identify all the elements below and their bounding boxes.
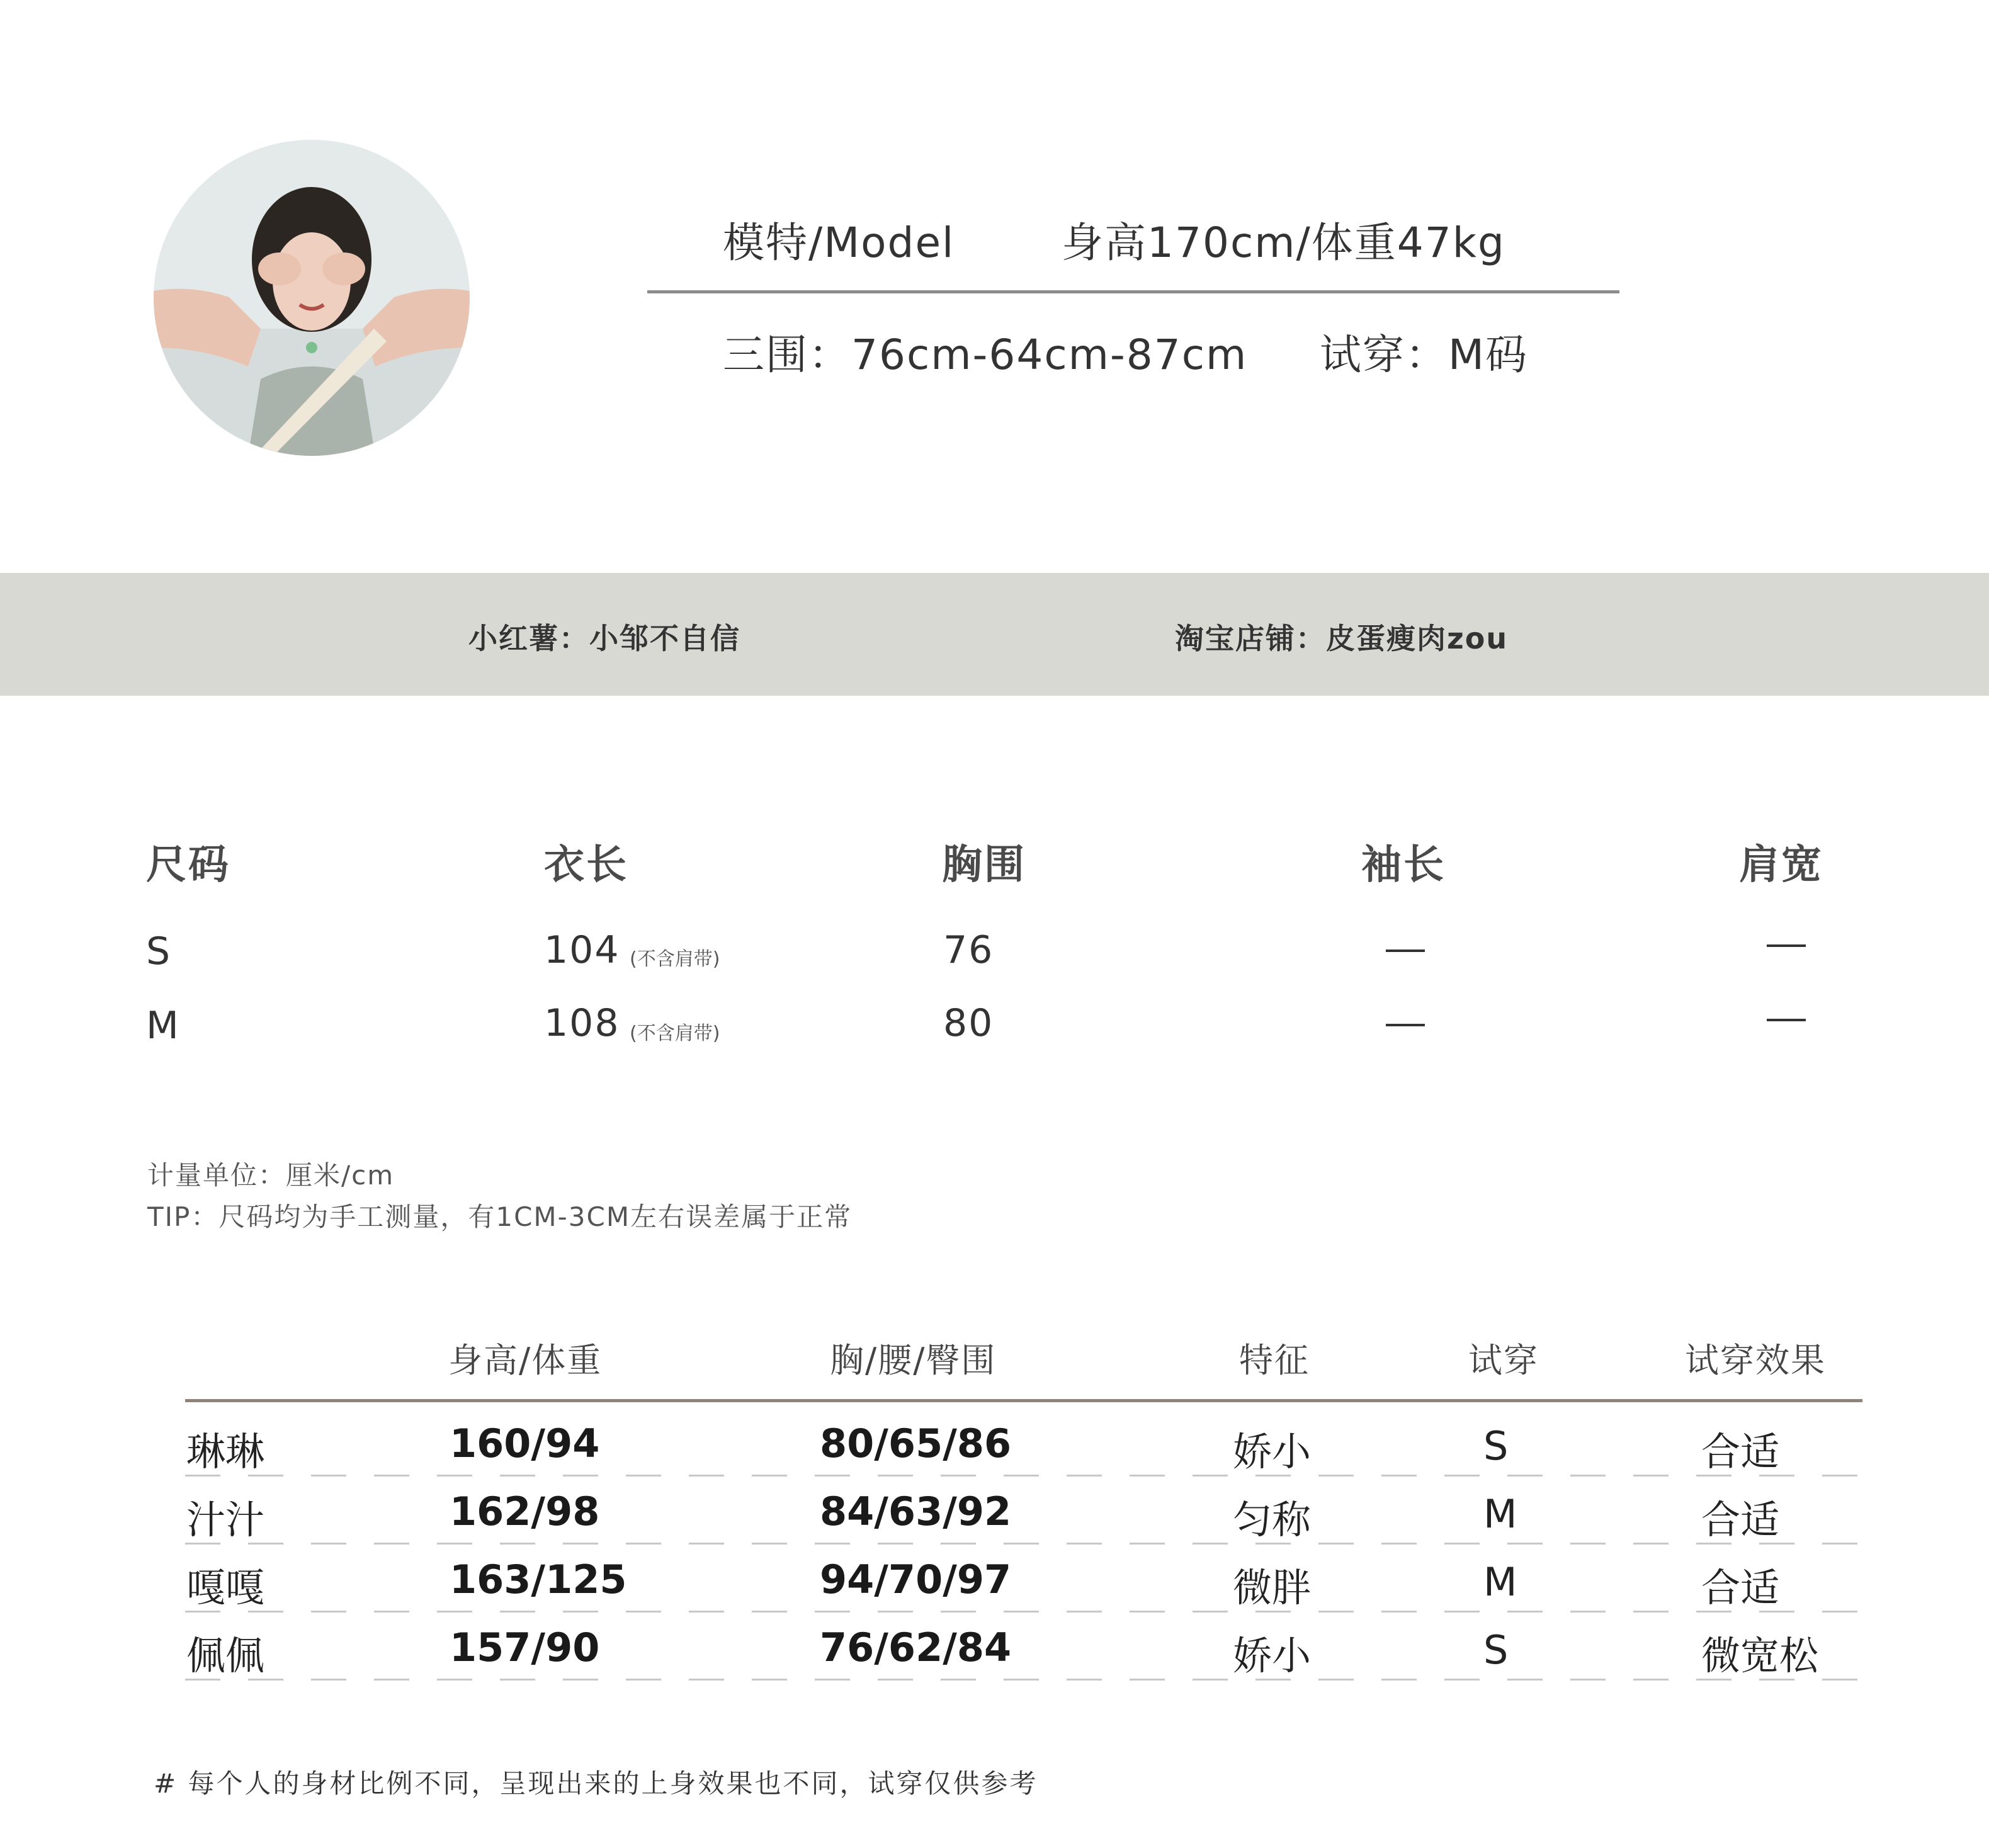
tip-note: TIP：尺码均为手工测量，有1CM-3CM左右误差属于正常	[147, 1201, 853, 1232]
model-label: 模特/Model	[723, 218, 955, 267]
xiaohongshu-account: 小红薯：小邹不自信	[468, 621, 740, 655]
size-chart-shoulder-empty	[1767, 944, 1806, 947]
tryon-name: 嘎嘎	[186, 1565, 265, 1611]
model-avatar	[154, 140, 470, 456]
unit-note: 计量单位：厘米/cm	[147, 1160, 395, 1191]
tryon-row-divider	[185, 1679, 1862, 1681]
tryon-name: 琳琳	[186, 1429, 265, 1475]
size-chart-size: M	[146, 1004, 180, 1048]
model-divider	[647, 290, 1619, 293]
length-header: 衣长	[544, 842, 628, 888]
model-measurements: 三围：76cm-64cm-87cm	[723, 331, 1248, 379]
tryon-height-weight: 160/94	[450, 1420, 600, 1466]
size-chart-sleeve-empty	[1386, 1024, 1425, 1026]
tryon-effect: 合适	[1701, 1429, 1780, 1475]
tryon-feature: 娇小	[1233, 1633, 1312, 1679]
tryon-measurements: 84/63/92	[820, 1488, 1012, 1534]
tryon-size: S	[1483, 1423, 1509, 1469]
size-chart-sleeve-empty	[1386, 950, 1425, 952]
size-chart-bust: 80	[943, 1001, 994, 1045]
tryon-size: S	[1483, 1627, 1509, 1673]
size-chart-length: 104	[544, 928, 620, 972]
tryon-feature: 匀称	[1233, 1497, 1312, 1543]
tryon-measurements: 80/65/86	[820, 1420, 1012, 1466]
tryon-header-effect: 试穿效果	[1685, 1341, 1826, 1380]
model-photo	[154, 140, 470, 456]
tryon-size: M	[1483, 1559, 1517, 1605]
size-chart-length: 108	[544, 1001, 620, 1045]
model-tried-size: 试穿：M码	[1320, 331, 1528, 379]
size-chart-bust: 76	[943, 928, 994, 972]
bust-header: 胸围	[942, 842, 1026, 888]
tryon-row-divider	[185, 1611, 1862, 1613]
sleeve-header: 袖长	[1361, 842, 1446, 888]
tryon-height-weight: 163/125	[450, 1556, 627, 1602]
tryon-name: 佩佩	[186, 1633, 265, 1679]
shoulder-header: 肩宽	[1739, 842, 1823, 888]
tryon-effect: 微宽松	[1701, 1633, 1819, 1679]
tryon-row-divider	[185, 1543, 1862, 1545]
tryon-header-size: 试穿	[1468, 1341, 1539, 1380]
tryon-feature: 微胖	[1233, 1565, 1312, 1611]
size-header: 尺码	[146, 842, 230, 888]
social-band	[0, 573, 1989, 696]
tryon-row-divider	[185, 1475, 1862, 1477]
tryon-height-weight: 162/98	[450, 1488, 600, 1534]
tryon-effect: 合适	[1701, 1497, 1780, 1543]
tryon-measurements: 94/70/97	[820, 1556, 1012, 1602]
footer-note: # 每个人的身材比例不同，呈现出来的上身效果也不同，试穿仅供参考	[154, 1768, 1038, 1799]
tryon-size: M	[1483, 1491, 1517, 1537]
tryon-name: 汁汁	[186, 1497, 265, 1543]
tryon-measurements: 76/62/84	[820, 1624, 1012, 1670]
taobao-shop: 淘宝店铺：皮蛋瘦肉zou	[1175, 621, 1509, 655]
tryon-header-measurements: 胸/腰/臀围	[830, 1341, 997, 1380]
size-chart-shoulder-empty	[1767, 1019, 1806, 1021]
size-chart-length-note: (不含肩带)	[630, 1023, 720, 1045]
tryon-header-height-weight: 身高/体重	[448, 1341, 603, 1380]
size-chart-size: S	[146, 929, 172, 973]
tryon-feature: 娇小	[1233, 1429, 1312, 1475]
model-height-weight: 身高170cm/体重47kg	[1062, 218, 1505, 267]
tryon-header-rule	[185, 1399, 1862, 1402]
size-chart-length-note: (不含肩带)	[630, 948, 720, 970]
tryon-header-feature: 特征	[1239, 1341, 1310, 1380]
tryon-height-weight: 157/90	[450, 1624, 600, 1670]
tryon-effect: 合适	[1701, 1565, 1780, 1611]
